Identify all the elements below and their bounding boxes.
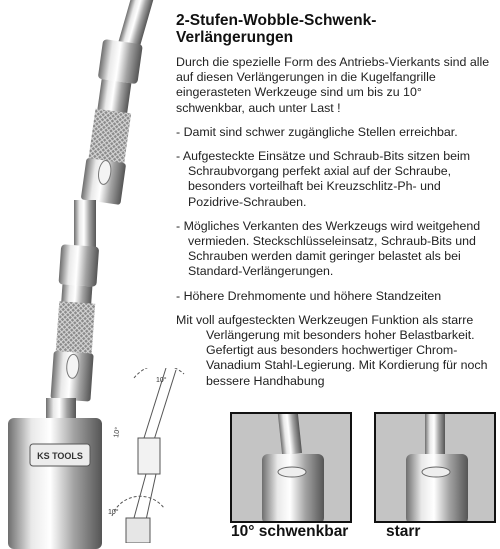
socket-brand-text: KS TOOLS [37,451,83,461]
bullet-item: - Mögliches Verkanten des Werkzeugs wird weitgehend vermieden. Steckschlüsseleinsatz, Schraub-Bits und Schrauben werden damit geringer belastet als bei Standard-Verlängerungen. [176,218,481,279]
caption-rigid: starr [386,523,421,540]
headline-line-1: 2-Stufen-Wobble-Schwenk- [176,12,377,29]
closing-first-line: Mit voll aufgesteckten Werkzeugen Funktion als starre [176,312,474,327]
inset-rigid-photo [374,412,496,523]
text-column [176,12,494,389]
bullet-item: - Höhere Drehmomente und höhere Standzeiten [176,288,442,303]
angle-label-top: 10° [156,377,167,384]
knurl-grip-lower [56,301,96,355]
knurl-grip-upper [88,109,131,166]
headline [176,12,494,46]
socket [8,418,102,549]
swivel-angle-diagram [104,368,216,543]
intro-paragraph: Durch die spezielle Form des Antriebs-Vierkants sind alle auf diesen Verlängerungen in die Kugelfangrille eingerasteten Werkzeuge sind um bis zu 10° schwenkbar, auch unter Last ! [176,55,490,115]
bullet-item: - Damit sind schwer zugängliche Stellen erreichbar. [176,124,458,139]
inset-swivel-photo [230,412,352,523]
caption-swivel: 10° schwenkbar [231,523,349,540]
closing-rest: Verlängerung mit besonders hoher Belastbarkeit. Gefertigt aus besonders hochwertiger Chrom-Vanadium Stahl-Legierung. Mit Kordierung für noch bessere Handhabung [206,328,488,388]
angle-label-bottom: 10° [108,509,119,516]
headline-line-2: Verlängerungen [176,29,294,46]
angle-label-middle: 10° [113,426,122,439]
bullet-item: - Aufgesteckte Einsätze und Schraub-Bits sitzen beim Schraubvorgang perfekt axial auf der Schraube, besonders vorteilhaft bei Kreuzschlitz-Ph- und Pozidrive-Schrauben. [176,149,471,209]
closing-paragraph [176,313,494,389]
